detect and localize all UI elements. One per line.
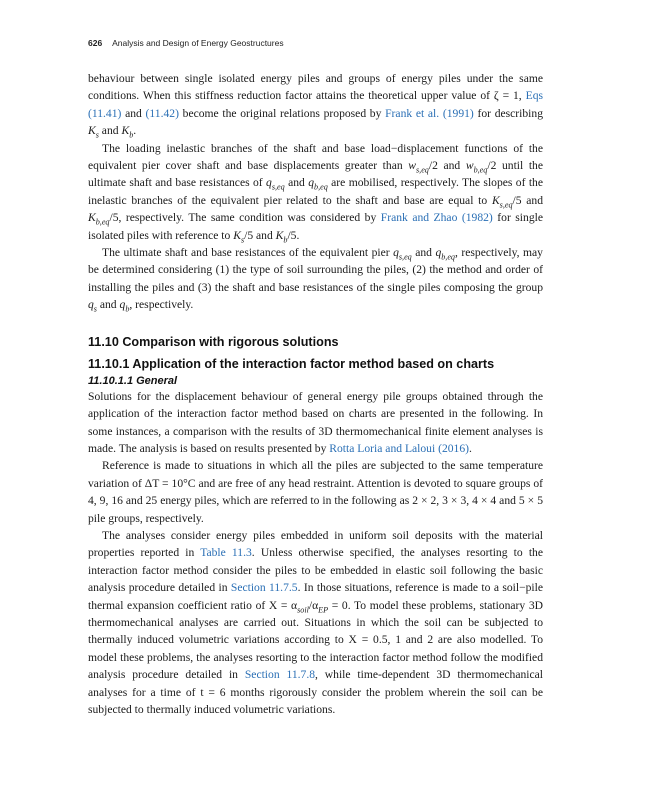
paragraph-4: Solutions for the displacement behaviour of general energy pile groups obtained through the application of the interaction factor method based on charts are presented in the following. In some instances, a comparison with the results of 3D thermomechanical finite element analyses is made. The analysis is based on results presented by Rotta Loria and Laloui (2016). <box>88 389 543 455</box>
running-title: Analysis and Design of Energy Geostructures <box>112 38 284 48</box>
running-head <box>88 38 284 48</box>
body-text <box>88 70 543 718</box>
paragraph-3: The ultimate shaft and base resistances of the equivalent pier $q_{s,eq}$ and $q_{b,eq}$, respectively, may be determined considering (1) the type of soil surrounding the piles, (2) the method and order of installing the piles and (3) the shaft and base resistances of the single piles composing the group $q_s$ and $q_b$, respectively. <box>88 246 543 314</box>
ref-rotta-loria-2016[interactable]: Rotta Loria and Laloui (2016) <box>329 441 470 455</box>
section-heading: 11.10 Comparison with rigorous solutions <box>88 334 339 349</box>
paragraph-6: The analyses consider energy piles embedded in uniform soil deposits with the material properties reported in Table 11.3. Unless otherwise specified, the analyses resorting to the interaction factor method consider the piles to be embedded in elastic soil following the basic analysis procedure detailed in Section 11.7.5. In those situations, reference is made to a soil−pile thermal expansion coefficient ratio of $X = \alpha_{soil}/\alpha_{EP} = 0$. To model these problems, stationary 3D thermomechanical analyses are carried out. Situations in which the soil can be subjected to thermally induced volumetric variations according to X = 0.5, 1 and 2 are also modelled. To model these problems, the analyses resorting to the interaction factor method follow the modified analysis procedure detailed in Section 11.7.8, while time-dependent 3D thermomechanical analyses for a time of t = 6 months rigorously consider the problem wherein the soil can be subjected to thermally induced volumetric variations. <box>88 528 544 716</box>
subsubsection-heading: 11.10.1.1 General <box>88 374 178 387</box>
paragraph-1: behaviour between single isolated energy piles and groups of energy piles under the same conditions. When this stiffness reduction factor attains the theoretical upper value of ζ = 1, Eqs (11.41) and (11.42) become the original relations proposed by Frank et al. (1991) for describing $K_s$ and $K_b$. <box>88 72 543 140</box>
ref-section-11-7-5[interactable]: Section 11.7.5 <box>230 581 298 595</box>
ref-frank-1991[interactable]: Frank et al. (1991) <box>385 106 474 120</box>
paragraph-2: The loading inelastic branches of the shaft and base load−displacement functions of the equivalent pier cover shaft and base displacements greater than $w_{s,eq}/2$ and $w_{b,eq}/2$ until the ultimate shaft and base resistances of $q_{s,eq}$ and $q_{b,eq}$ are mobilised, respectively. The slopes of the inelastic branches of the equivalent pier related to the shaft and base are equal to $K_{s,eq}/5$ and $K_{b,eq}/5$, respectively. The same condition was considered by Frank and Zhao (1982) for single isolated piles with reference to $K_s/5$ and $K_b/5$. <box>88 141 544 244</box>
ref-table-11-3[interactable]: Table 11.3 <box>200 546 252 560</box>
page-number: 626 <box>88 38 103 48</box>
ref-eq-11-42[interactable]: (11.42) <box>145 106 179 120</box>
ref-frank-zhao-1982[interactable]: Frank and Zhao (1982) <box>380 211 493 225</box>
paragraph-5: Reference is made to situations in which all the piles are subjected to the same temperature variation of ΔT = 10°C and are free of any head restraint. Attention is devoted to square groups of 4, 9, 16 and 25 energy piles, which are referred to in the following as 2 × 2, 3 × 3, 4 × 4 and 5 × 5 pile groups, respectively. <box>88 459 543 525</box>
subsection-heading: 11.10.1 Application of the interaction factor method based on charts <box>88 356 495 371</box>
ref-section-11-7-8[interactable]: Section 11.7.8 <box>244 668 316 682</box>
ref-eq-11-41[interactable]: Eqs (11.41) <box>88 89 543 120</box>
